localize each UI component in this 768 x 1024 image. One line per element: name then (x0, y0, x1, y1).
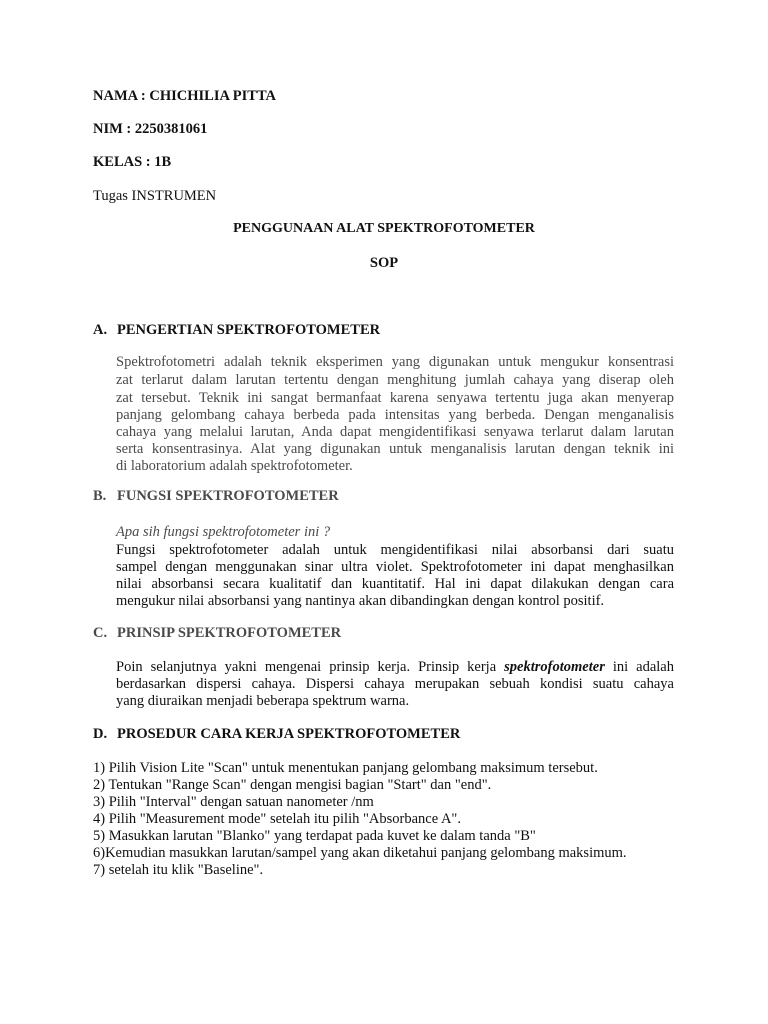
section-title: PRINSIP SPEKTROFOTOMETER (117, 625, 342, 641)
section-letter: C. (93, 625, 108, 641)
document-title: PENGGUNAAN ALAT SPEKTROFOTOMETER (233, 221, 535, 236)
student-nim: NIM : 2250381061 (93, 121, 208, 137)
section-a-line: di laboratorium adalah spektrofotometer. (116, 458, 353, 474)
section-a-line: zat tersebut. Teknik ini sangat bermanfaat karena senyawa tertentu juga akan menyerap (116, 390, 674, 406)
section-letter: D. (93, 726, 108, 742)
section-a-line: Spektrofotometri adalah teknik eksperimen yang digunakan untuk mengukur konsentrasi (116, 354, 674, 370)
procedure-step: 4) Pilih "Measurement mode" setelah itu pilih "Absorbance A". (93, 811, 461, 827)
document-subtitle: SOP (369, 255, 399, 271)
section-b-line: Fungsi spektrofotometer adalah untuk mengidentifikasi nilai absorbansi dari suatu (116, 542, 674, 558)
section-d-heading (93, 726, 460, 743)
section-letter: A. (93, 322, 108, 338)
section-b-line: nilai absorbansi secara kualitatif dan kuantitatif. Hal ini dapat dilakukan dengan cara (116, 576, 674, 592)
section-a-line: serta konsentrasinya. Alat yang digunakan untuk menganalisis larutan dengan teknik ini (116, 441, 674, 457)
procedure-step: 6)Kemudian masukkan larutan/sampel yang akan diketahui panjang gelombang maksimum. (93, 845, 627, 861)
section-b-heading (93, 488, 339, 505)
section-a-line: zat terlarut dalam larutan tertentu dengan menghitung jumlah cahaya yang diserap oleh (116, 372, 674, 388)
procedure-step: 2) Tentukan "Range Scan" dengan mengisi bagian "Start" dan "end". (93, 777, 492, 793)
procedure-list (93, 760, 627, 879)
section-title: PENGERTIAN SPEKTROFOTOMETER (117, 322, 381, 338)
section-a-line: panjang gelombang cahaya berbeda pada intensitas yang berbeda. Dengan menganalisis (116, 407, 674, 423)
section-b-line: mengukur nilai absorbansi yang nantinya akan dibandingkan dengan kontrol positif. (116, 593, 605, 609)
section-title: PROSEDUR CARA KERJA SPEKTROFOTOMETER (117, 726, 461, 742)
section-a-line: cahaya yang melalui larutan, Anda dapat mengidentifikasi senyawa terlarut dalam larutan (116, 424, 674, 440)
procedure-step: 1) Pilih Vision Lite "Scan" untuk menentukan panjang gelombang maksimum tersebut. (93, 760, 598, 776)
assignment-label: Tugas INSTRUMEN (93, 188, 217, 204)
section-b-question: Apa sih fungsi spektrofotometer ini ? (116, 524, 331, 540)
section-b-line: sampel dengan menggunakan sinar ultra violet. Spektrofotometer ini dapat menghasilkan (116, 559, 674, 575)
student-name: NAMA : CHICHILIA PITTA (93, 88, 277, 104)
section-c-text: ini adalah (604, 659, 674, 675)
section-c-line: yang diuraikan menjadi beberapa spektrum warna. (116, 693, 410, 709)
procedure-step: 5) Masukkan larutan "Blanko" yang terdapat pada kuvet ke dalam tanda "B" (93, 828, 536, 844)
section-letter: B. (93, 488, 107, 504)
section-c-text: Poin selanjutnya yakni mengenai prinsip kerja. Prinsip kerja (116, 659, 505, 675)
section-c-line: berdasarkan dispersi cahaya. Dispersi cahaya merupakan sebuah kondisi suatu cahaya (116, 676, 674, 692)
section-title: FUNGSI SPEKTROFOTOMETER (117, 488, 339, 504)
procedure-step: 3) Pilih "Interval" dengan satuan nanometer /nm (93, 794, 374, 810)
section-c-emphasis: spektrofotometer (504, 659, 605, 675)
section-c-line (116, 658, 674, 676)
section-c-heading (93, 625, 341, 642)
procedure-step: 7) setelah itu klik "Baseline". (93, 862, 264, 878)
section-a-heading (93, 322, 380, 339)
student-class: KELAS : 1B (93, 154, 172, 170)
